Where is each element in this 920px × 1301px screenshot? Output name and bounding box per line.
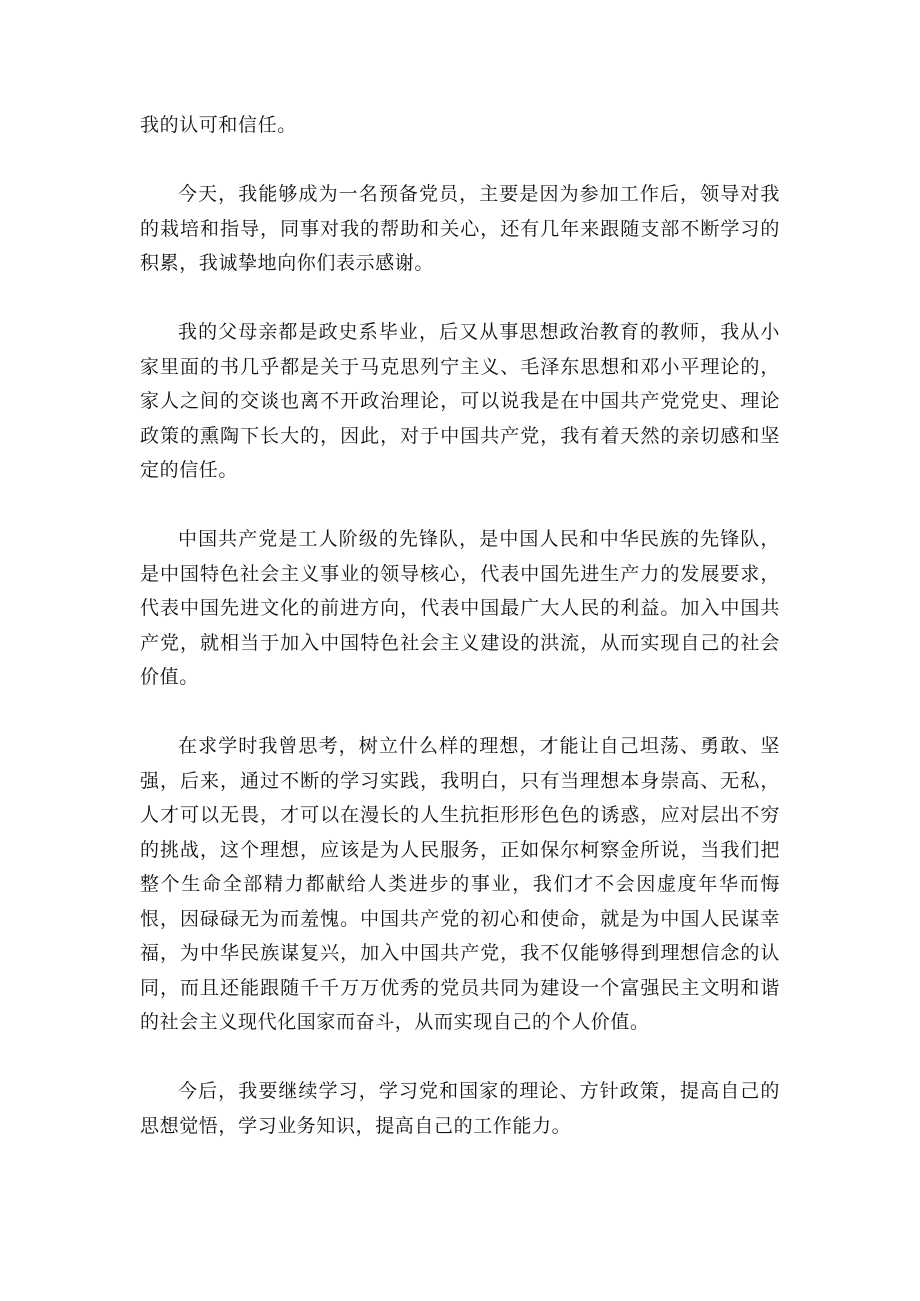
- paragraph-gratitude: 今天，我能够成为一名预备党员，主要是因为参加工作后，领导对我的栽培和指导，同事对我的帮助和关心，还有几年来跟随支部不断学习的积累，我诚挚地向你们表示感谢。: [140, 183, 780, 274]
- paragraph-party-role: 中国共产党是工人阶级的先锋队，是中国人民和中华民族的先锋队，是中国特色社会主义事业的领导核心，代表中国先进生产力的发展要求，代表中国先进文化的前进方向，代表中国最广大人民的利益。加入中国共产党，就相当于加入中国特色社会主义建设的洪流，从而实现自己的社会价值。: [140, 528, 780, 688]
- paragraph-future-plans: 今后，我要继续学习，学习党和国家的理论、方针政策，提高自己的思想觉悟，学习业务知识，提高自己的工作能力。: [140, 1080, 780, 1137]
- document-body: [140, 108, 780, 1178]
- paragraph-family-background: 我的父母亲都是政史系毕业，后又从事思想政治教育的教师，我从小家里面的书几乎都是关于马克思列宁主义、毛泽东思想和邓小平理论的，家人之间的交谈也离不开政治理论，可以说我是在中国共产党党史、理论政策的熏陶下长大的，因此，对于中国共产党，我有着天然的亲切感和坚定的信任。: [140, 321, 780, 481]
- paragraph-continuation: 我的认可和信任。: [140, 114, 297, 136]
- paragraph-ideals: 在求学时我曾思考，树立什么样的理想，才能让自己坦荡、勇敢、坚强，后来，通过不断的学习实践，我明白，只有当理想本身崇高、无私，人才可以无畏，才可以在漫长的人生抗拒形形色色的诱惑，应对层出不穷的挑战，这个理想，应该是为人民服务，正如保尔柯察金所说，当我们把整个生命全部精力都献给人类进步的事业，我们才不会因虚度年华而悔恨，因碌碌无为而羞愧。中国共产党的初心和使命，就是为中国人民谋幸福，为中华民族谋复兴，加入中国共产党，我不仅能够得到理想信念的认同，而且还能跟随千千万万优秀的党员共同为建设一个富强民主文明和谐的社会主义现代化国家而奋斗，从而实现自己的个人价值。: [140, 735, 780, 1033]
